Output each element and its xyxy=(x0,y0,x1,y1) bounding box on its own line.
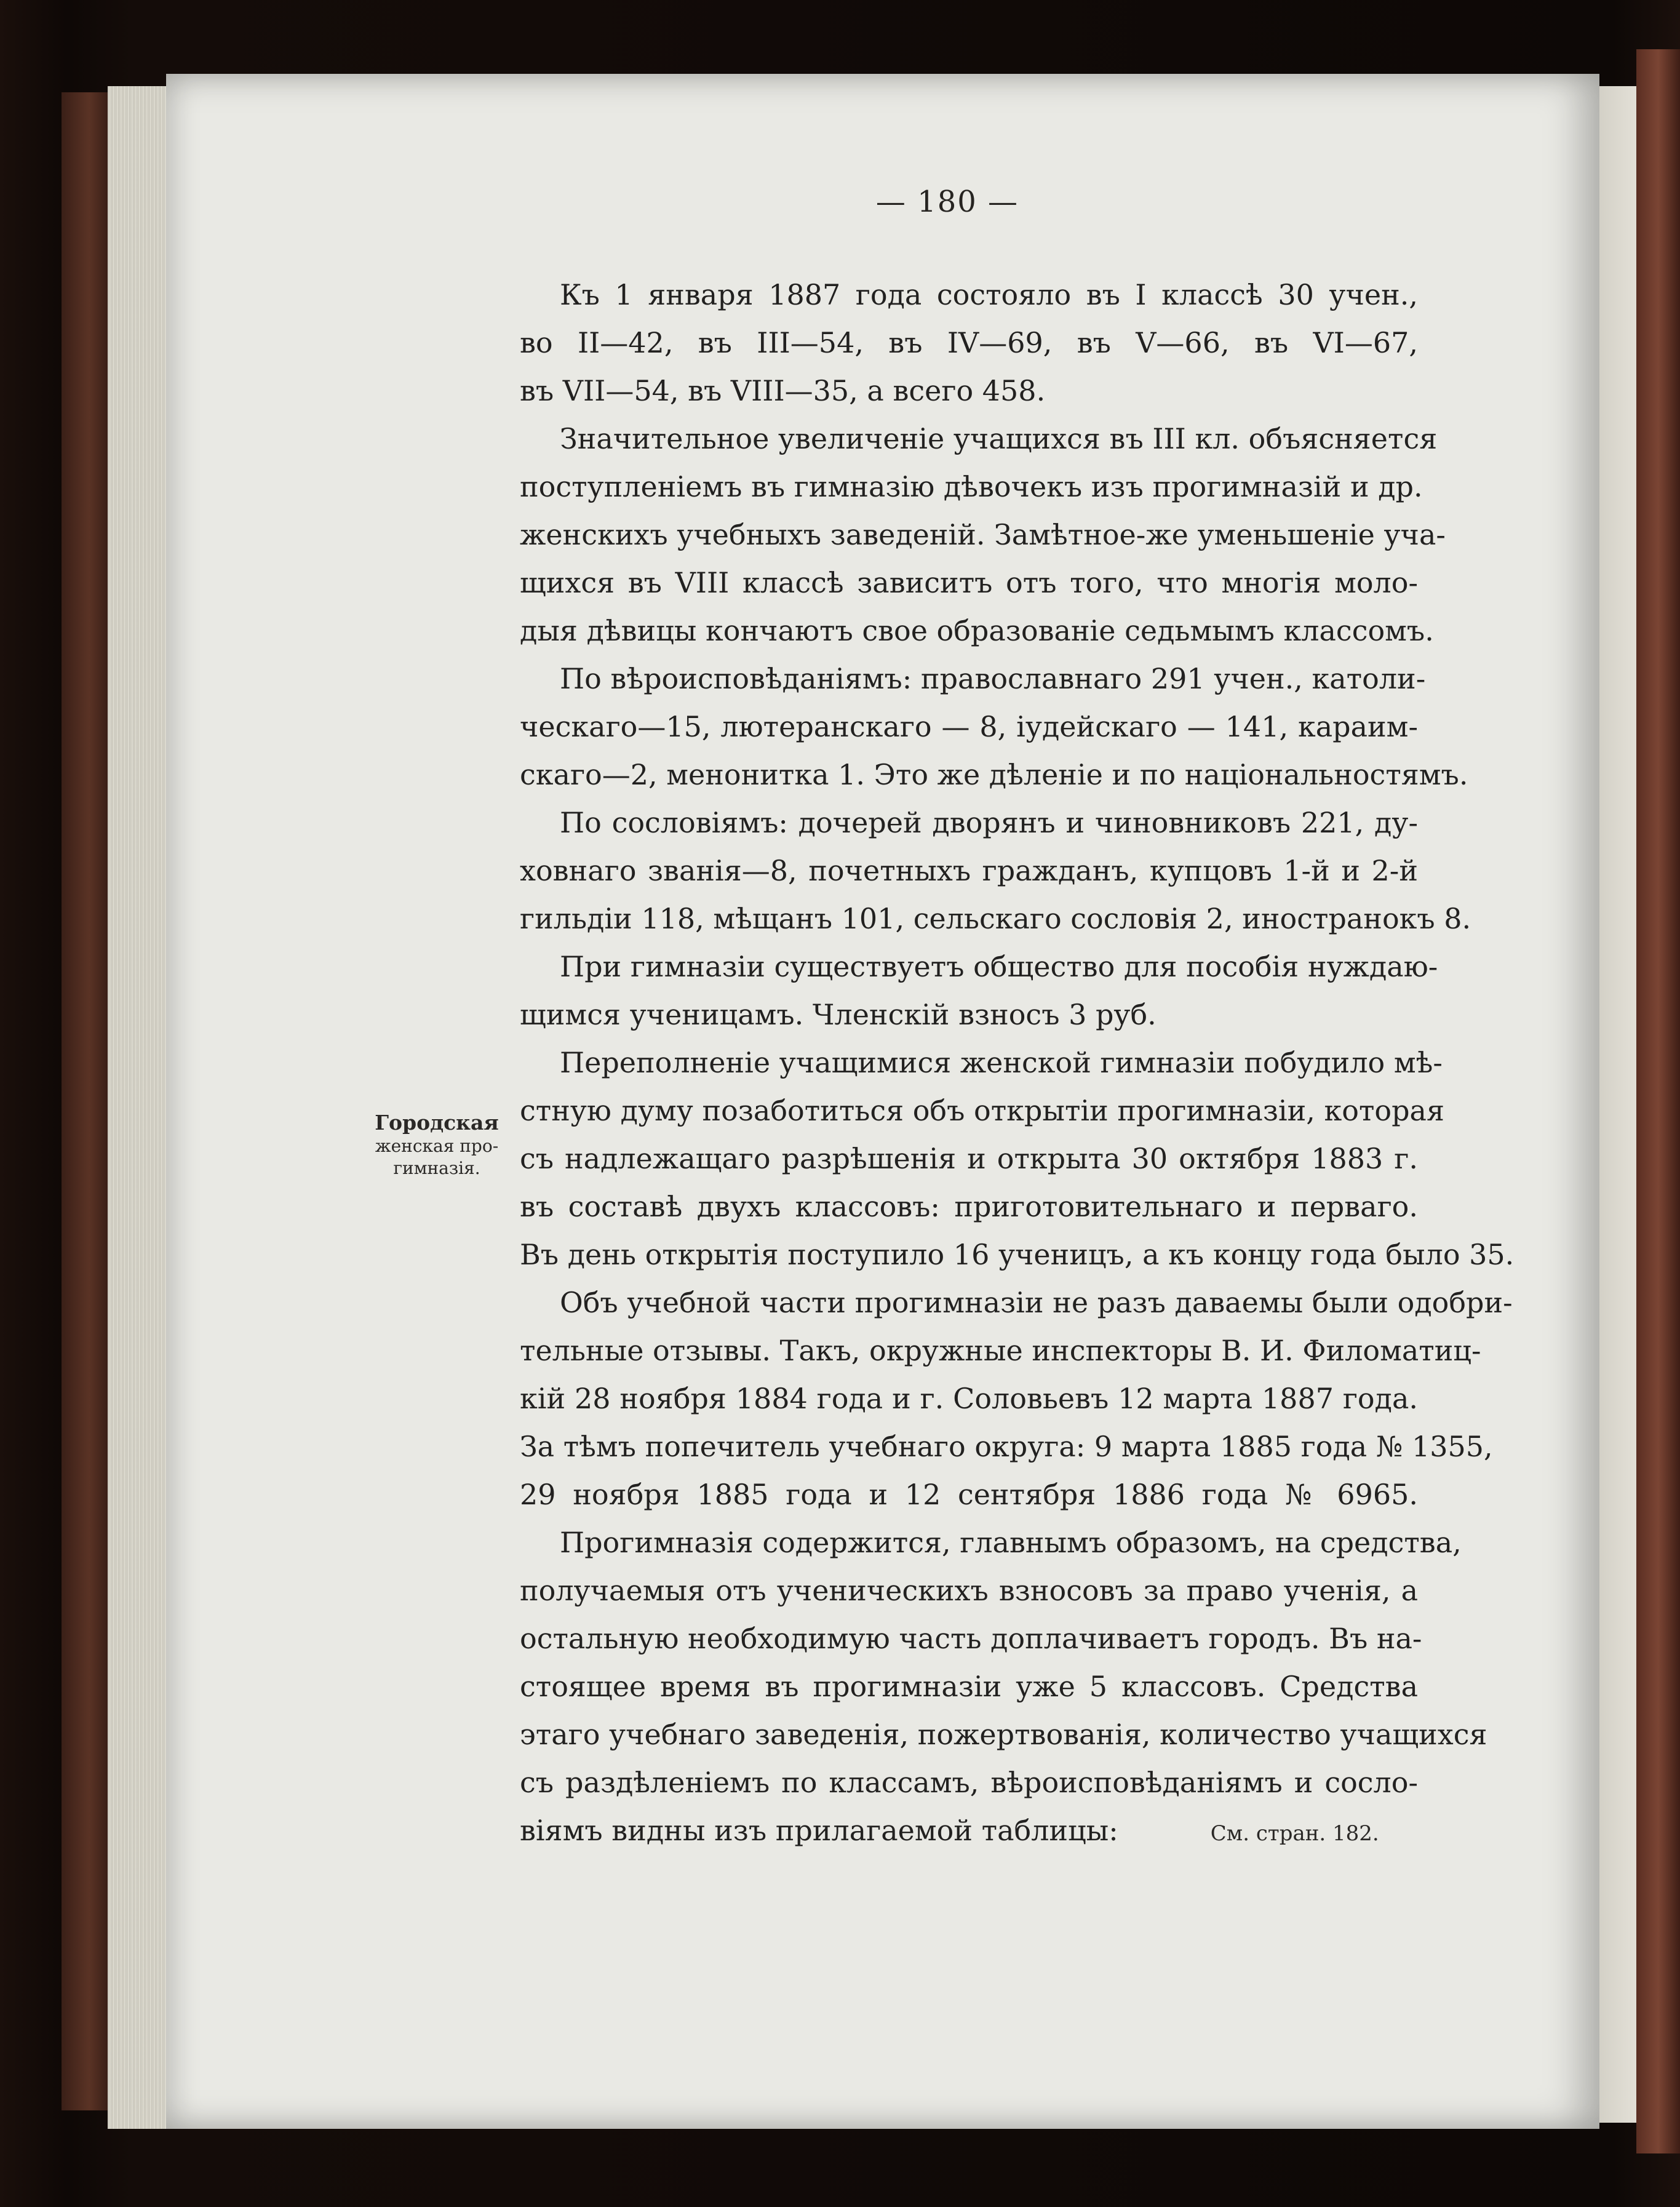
body-text xyxy=(520,271,1515,1854)
text-line: дыя дѣвицы кончаютъ свое образованіе седьмымъ классомъ. xyxy=(520,614,1434,647)
margin-note xyxy=(372,1111,501,1179)
page-edges xyxy=(108,86,175,2129)
text-line: По вѣроисповѣданіямъ: православнаго 291 учен., католи- xyxy=(560,662,1426,695)
text-line: въ VII—54, въ VIII—35, а всего 458. xyxy=(520,374,1046,407)
text-line: во II—42, въ III—54, въ IV—69, въ V—66, въ VI—67, xyxy=(520,326,1418,359)
text-line: поступленіемъ въ гимназію дѣвочекъ изъ прогимназій и др. xyxy=(520,470,1423,503)
text-line: ховнаго званія—8, почетныхъ гражданъ, купцовъ 1-й и 2-й xyxy=(520,854,1418,887)
text-line: щихся въ VIII классѣ зависитъ отъ того, что многія моло- xyxy=(520,566,1418,599)
text-line: При гимназіи существуетъ общество для пособія нуждаю- xyxy=(560,950,1438,983)
book-cover-edge xyxy=(1636,49,1680,2153)
text-line: этаго учебнаго заведенія, пожертвованія, количество учащихся xyxy=(520,1718,1487,1751)
page-number: — 180 — xyxy=(875,185,1019,219)
text-line: получаемыя отъ ученическихъ взносовъ за право ученія, а xyxy=(520,1574,1418,1607)
see-page-note: См. стран. 182. xyxy=(1210,1821,1379,1846)
text-line xyxy=(520,1806,1418,1854)
text-line-content: віямъ видны изъ прилагаемой таблицы: xyxy=(520,1814,1118,1847)
text-line: кій 28 ноября 1884 года и г. Соловьевъ 12 марта 1887 года. xyxy=(520,1382,1418,1415)
text-line: По сословіямъ: дочерей дворянъ и чиновниковъ 221, ду- xyxy=(560,806,1418,839)
margin-note-line: гимназія. xyxy=(393,1158,480,1178)
text-line: женскихъ учебныхъ заведеній. Замѣтное-же уменьшеніе уча- xyxy=(520,518,1446,551)
text-line: остальную необходимую часть доплачиваетъ городъ. Въ на- xyxy=(520,1622,1422,1655)
text-line: Объ учебной части прогимназіи не разъ даваемы были одобри- xyxy=(560,1286,1513,1319)
margin-note-line: Городская xyxy=(375,1111,499,1135)
text-line: Къ 1 января 1887 года состояло въ I классѣ 30 учен., xyxy=(560,278,1418,311)
text-line: скаго—2, менонитка 1. Это же дѣленіе и по національностямъ. xyxy=(520,758,1468,791)
text-line: щимся ученицамъ. Членскій взносъ 3 руб. xyxy=(520,998,1156,1031)
text-line: въ составѣ двухъ классовъ: приготовительнаго и перваго. xyxy=(520,1190,1418,1223)
text-line: 29 ноября 1885 года и 12 сентября 1886 года № 6965. xyxy=(520,1478,1418,1511)
margin-note-line: женская про- xyxy=(375,1136,499,1156)
text-line: ческаго—15, лютеранскаго — 8, іудейскаго — 141, караим- xyxy=(520,710,1418,743)
text-line: За тѣмъ попечитель учебнаго округа: 9 марта 1885 года № 1355, xyxy=(520,1430,1493,1463)
text-line: съ надлежащаго разрѣшенія и открыта 30 октября 1883 г. xyxy=(520,1142,1418,1175)
text-line: съ раздѣленіемъ по классамъ, вѣроисповѣданіямъ и сосло- xyxy=(520,1766,1418,1799)
text-line: гильдіи 118, мѣщанъ 101, сельскаго сословія 2, иностранокъ 8. xyxy=(520,902,1471,935)
text-line: Значительное увеличеніе учащихся въ III кл. объясняется xyxy=(560,422,1438,455)
text-line: стную думу позаботиться объ открытіи прогимназіи, которая xyxy=(520,1094,1444,1127)
text-line: Прогимназія содержится, главнымъ образомъ, на средства, xyxy=(560,1526,1462,1559)
text-line: стоящее время въ прогимназіи уже 5 классовъ. Средства xyxy=(520,1670,1418,1703)
text-line: тельные отзывы. Такъ, окружные инспекторы В. И. Филоматиц- xyxy=(520,1334,1481,1367)
text-line: Въ день открытія поступило 16 ученицъ, а къ концу года было 35. xyxy=(520,1238,1515,1271)
text-line: Переполненіе учащимися женской гимназіи побудило мѣ- xyxy=(560,1046,1443,1079)
